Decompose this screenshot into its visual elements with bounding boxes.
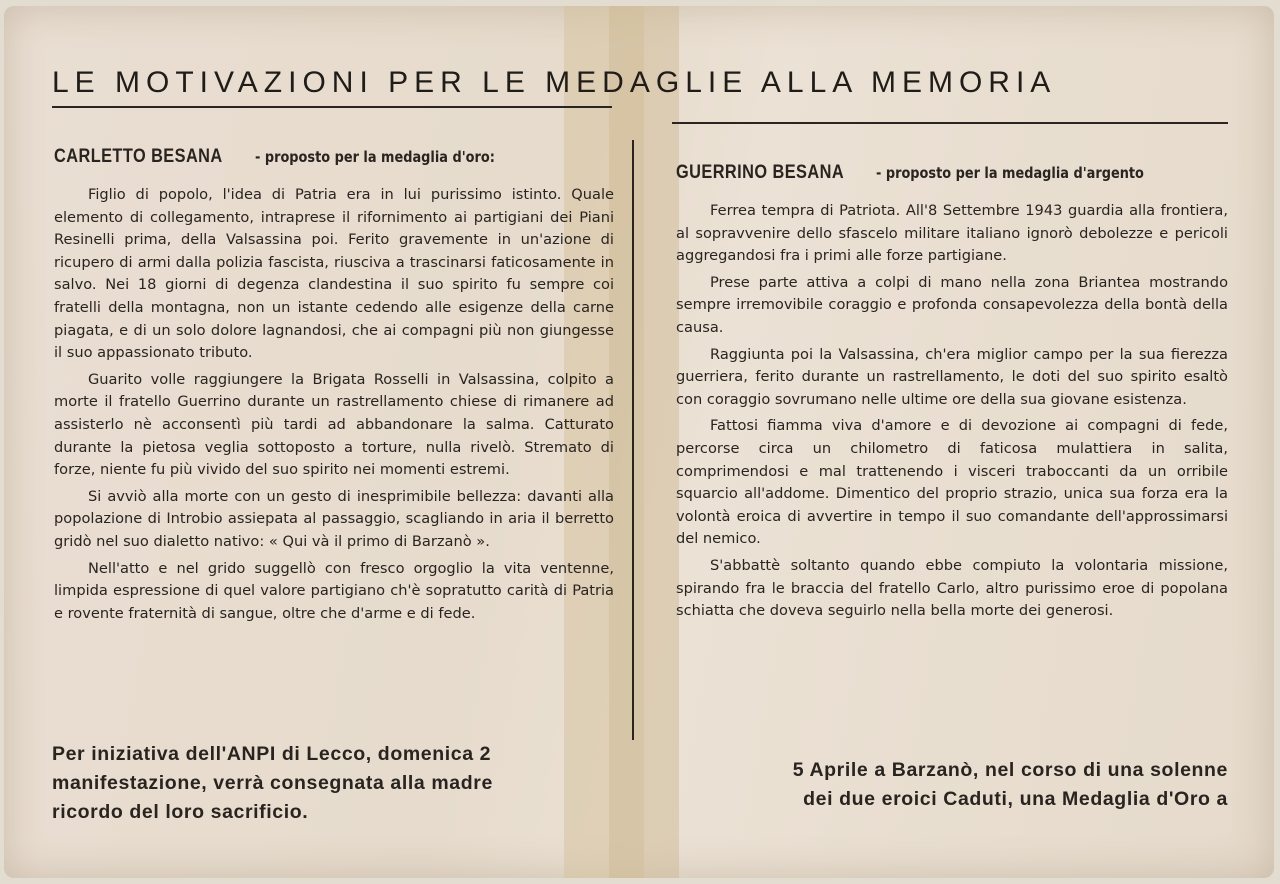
- left-subtitle: - proposto per la medaglia d'oro:: [254, 148, 495, 166]
- left-heading: [54, 146, 614, 174]
- right-name: GUERRINO BESANA: [676, 162, 845, 183]
- left-name: CARLETTO BESANA: [54, 146, 223, 167]
- right-paragraph: Fattosi fiamma viva d'amore e di devozione ai compagni di fede, percorse circa un chilometro di faticosa mulattiera in salita, comprimendosi e mal trattenendo i visceri traboccanti da un orribile squarcio all'addome. Dimentico del proprio strazio, unica sua forza era la volontà eroica di avvertire in tempo il suo comandante dell'approssimarsi del nemico.: [676, 417, 1228, 548]
- title-underline: [672, 122, 1228, 124]
- left-paragraph: Figlio di popolo, l'idea di Patria era in lui purissimo istinto. Quale elemento di collegamento, intraprese il rifornimento ai partigiani dei Piani Resinelli prima, della Valsassina poi. Ferito gravemente in un'azione di ricupero di armi dalla polizia fascista, riusciva a trascinarsi faticosamente in salvo. Nei 18 giorni di degenza clandestina il suo spirito fu sempre coi fratelli della montagna, non un istante cedendo alle esigenze della carne piagata, e di un solo dolore lagnandosi, che ai compagni più non giungesse il suo appassionato tributo.: [54, 186, 614, 362]
- left-column: [54, 146, 614, 625]
- right-paragraph: Ferrea tempra di Patriota. All'8 Settembre 1943 guardia alla frontiera, al sopravvenire dello sfascelo militare italiano ignorò debolezze e pericoli aggregandosi fra i primi alle forze partigiane.: [676, 202, 1228, 265]
- right-column: [676, 162, 1228, 623]
- footer-line: dei due eroici Caduti, una Medaglia d'Oro a: [803, 788, 1228, 810]
- right-subtitle: - proposto per la medaglia d'argento: [876, 164, 1144, 182]
- right-paragraph: S'abbattè soltanto quando ebbe compiuto la volontaria missione, spirando fra le braccia del fratello Carlo, altro purissimo eroe di popolana schiatta che doveva seguirlo nella bella morte dei generosi.: [676, 556, 1228, 620]
- footer-line: 5 Aprile a Barzanò, nel corso di una solenne: [792, 759, 1228, 781]
- footer-right: [644, 756, 1228, 814]
- footer-line: manifestazione, verrà consegnata alla madre: [52, 772, 493, 794]
- footer-left: [52, 740, 627, 827]
- column-divider: [632, 140, 634, 740]
- left-paragraph: Guarito volle raggiungere la Brigata Rosselli in Valsassina, colpito a morte il fratello Guerrino durante un rastrellamento chiese di rimanere ad assisterlo nè acconsentì più tardi ad abbandonare la salma. Catturato durante la pietosa veglia sottoposto a torture, nulla rivelò. Stremato di forze, niente fu più vivido del suo spirito nei momenti estremi.: [54, 370, 614, 479]
- title-underline: [52, 106, 612, 108]
- right-paragraph: Prese parte attiva a colpi di mano nella zona Briantea mostrando sempre irremovibile coraggio e profonda consapevolezza della bontà della causa.: [676, 273, 1228, 336]
- left-paragraph: Nell'atto e nel grido suggellò con fresco orgoglio la vita ventenne, limpida espressione di quel valore partigiano ch'è sopratutto carità di Patria e rovente fraternità di sangue, oltre che d'arme e di fede.: [54, 559, 614, 622]
- left-paragraph: Si avviò alla morte con un gesto di inesprimibile bellezza: davanti alla popolazione di Introbio assiepata al passaggio, scagliando in aria il berretto gridò nel suo dialetto nativo: « Qui và il primo di Barzanò ».: [54, 487, 614, 550]
- right-heading: [676, 162, 1228, 190]
- right-paragraph: Raggiunta poi la Valsassina, ch'era miglior campo per la sua fierezza guerriera, ferito durante un rastrellamento, le doti del suo spirito esaltò con coraggio sovrumano nelle ultime ore della sua giovane esistenza.: [676, 345, 1228, 408]
- page-title: LE MOTIVAZIONI PER LE MEDAGLIE ALLA MEMORIA: [52, 66, 1057, 99]
- footer-line: ricordo del loro sacrificio.: [52, 801, 309, 823]
- footer-line: Per iniziativa dell'ANPI di Lecco, domenica 2: [52, 743, 492, 765]
